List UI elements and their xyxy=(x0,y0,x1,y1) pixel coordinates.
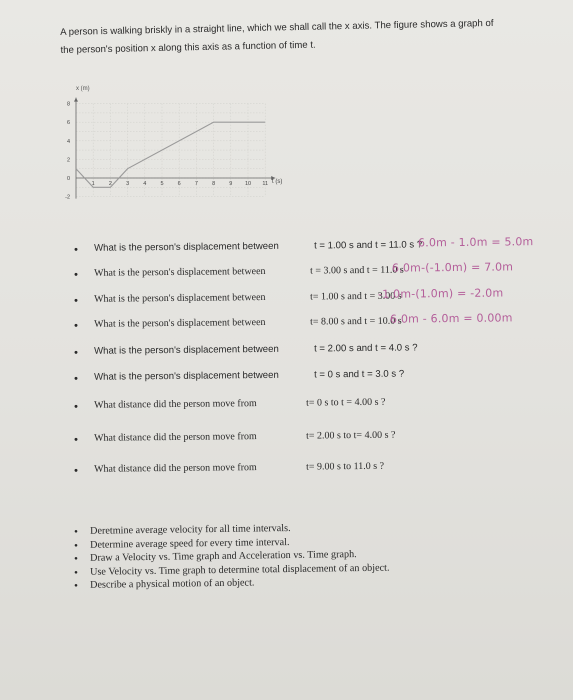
x-tick-label: 7 xyxy=(194,181,198,187)
bullet: • xyxy=(74,566,79,579)
handwritten-answer: 6.0m-(-1.0m) = 7.0m xyxy=(391,260,514,275)
handwritten-answer: 6.0m - 6.0m = 0.00m xyxy=(389,311,513,326)
intro-line-1: A person is walking briskly in a straight line, which we shall call the x axis. The figure shows a graph of xyxy=(60,17,494,38)
question-text: What distance did the person move from xyxy=(93,431,257,444)
task-text: Draw a Velocity vs. Time graph and Acceleration vs. Time graph. xyxy=(89,549,357,564)
question-text: What is the person's displacement between xyxy=(93,343,279,357)
x-tick-label: 2 xyxy=(108,181,112,187)
bullet: • xyxy=(74,372,78,385)
x-tick-label: 11 xyxy=(262,181,269,187)
question-item xyxy=(74,235,573,256)
task-text: Deretmine average velocity for all time intervals. xyxy=(89,522,291,537)
task-text: Determine average speed for every time interval. xyxy=(89,536,290,551)
question-item xyxy=(74,459,573,477)
x-tick-label: 4 xyxy=(143,181,147,187)
question-time-interval: t= 0 s to t = 4.00 s ? xyxy=(305,396,386,409)
x-tick-label: 1 xyxy=(91,181,95,187)
x-tick-label: 10 xyxy=(244,181,252,187)
question-item xyxy=(74,311,573,332)
question-item xyxy=(74,367,573,385)
question-time-interval: t = 3.00 s and t = 11.0 s xyxy=(309,264,404,277)
bullet: • xyxy=(74,525,79,538)
graph-grid xyxy=(76,104,265,197)
x-tick-label: 3 xyxy=(126,181,130,187)
bullet: • xyxy=(74,579,79,592)
bullet: • xyxy=(74,400,78,413)
question-item xyxy=(74,395,573,413)
handwritten-answer: -1.0m-(1.0m) = -2.0m xyxy=(377,286,504,301)
intro-line-2: the person's position x along this axis as a function of time t. xyxy=(60,39,316,56)
question-time-interval: t= 8.00 s and t = 10.0 s xyxy=(309,315,402,328)
bullet: • xyxy=(74,268,78,281)
x-axis-label: t (s) xyxy=(272,179,283,185)
question-item xyxy=(74,428,573,446)
y-tick-label: 4 xyxy=(66,138,70,145)
question-text: What is the person's displacement between xyxy=(93,291,266,305)
question-item xyxy=(74,286,573,307)
graph-series xyxy=(76,122,265,187)
problem-intro xyxy=(60,14,521,60)
question-time-interval: t= 1.00 s and t = 3.00 s xyxy=(309,290,402,303)
bullet: • xyxy=(74,243,78,256)
y-tick-label: 2 xyxy=(66,157,70,164)
y-axis-arrow-icon xyxy=(74,98,78,102)
bullet: • xyxy=(74,464,78,477)
question-item xyxy=(74,341,573,359)
question-time-interval: t = 2.00 s and t = 4.0 s ? xyxy=(313,342,418,355)
question-time-interval: t= 9.00 s to 11.0 s ? xyxy=(305,460,385,473)
task-text: Use Velocity vs. Time graph to determine total displacement of an object. xyxy=(89,562,390,578)
question-text: What is the person's displacement between xyxy=(93,369,279,383)
graph-tick-labels xyxy=(65,102,268,201)
y-tick-label: -2 xyxy=(65,194,70,201)
x-tick-label: 8 xyxy=(212,181,216,187)
y-tick-label: 8 xyxy=(66,101,70,108)
y-tick-label: 0 xyxy=(66,176,70,182)
question-text: What distance did the person move from xyxy=(93,398,257,411)
position-line xyxy=(76,122,265,187)
bullet: • xyxy=(74,433,78,446)
question-text: What is the person's displacement between xyxy=(93,240,279,254)
y-axis-label: x (m) xyxy=(76,86,90,92)
bullet: • xyxy=(74,346,78,359)
x-tick-label: 9 xyxy=(229,181,233,187)
bullet: • xyxy=(74,294,78,307)
question-item xyxy=(74,260,573,281)
bullet: • xyxy=(74,552,79,565)
question-time-interval: t= 2.00 s to t= 4.00 s ? xyxy=(305,429,396,442)
question-text: What is the person's displacement between xyxy=(93,316,266,330)
x-tick-label: 6 xyxy=(177,181,181,187)
question-time-interval: t = 1.00 s and t = 11.0 s ? xyxy=(313,239,423,252)
position-time-graph xyxy=(54,80,294,220)
handwritten-answer: 6.0m - 1.0m = 5.0m xyxy=(417,235,534,250)
question-text: What distance did the person move from xyxy=(93,462,257,475)
y-tick-label: 6 xyxy=(66,120,70,127)
bullet: • xyxy=(74,319,78,332)
bullet: • xyxy=(74,539,79,552)
question-text: What is the person's displacement between xyxy=(93,265,266,279)
x-tick-label: 5 xyxy=(160,181,164,187)
question-time-interval: t = 0 s and t = 3.0 s ? xyxy=(313,368,405,381)
task-text: Describe a physical motion of an object. xyxy=(89,577,255,591)
